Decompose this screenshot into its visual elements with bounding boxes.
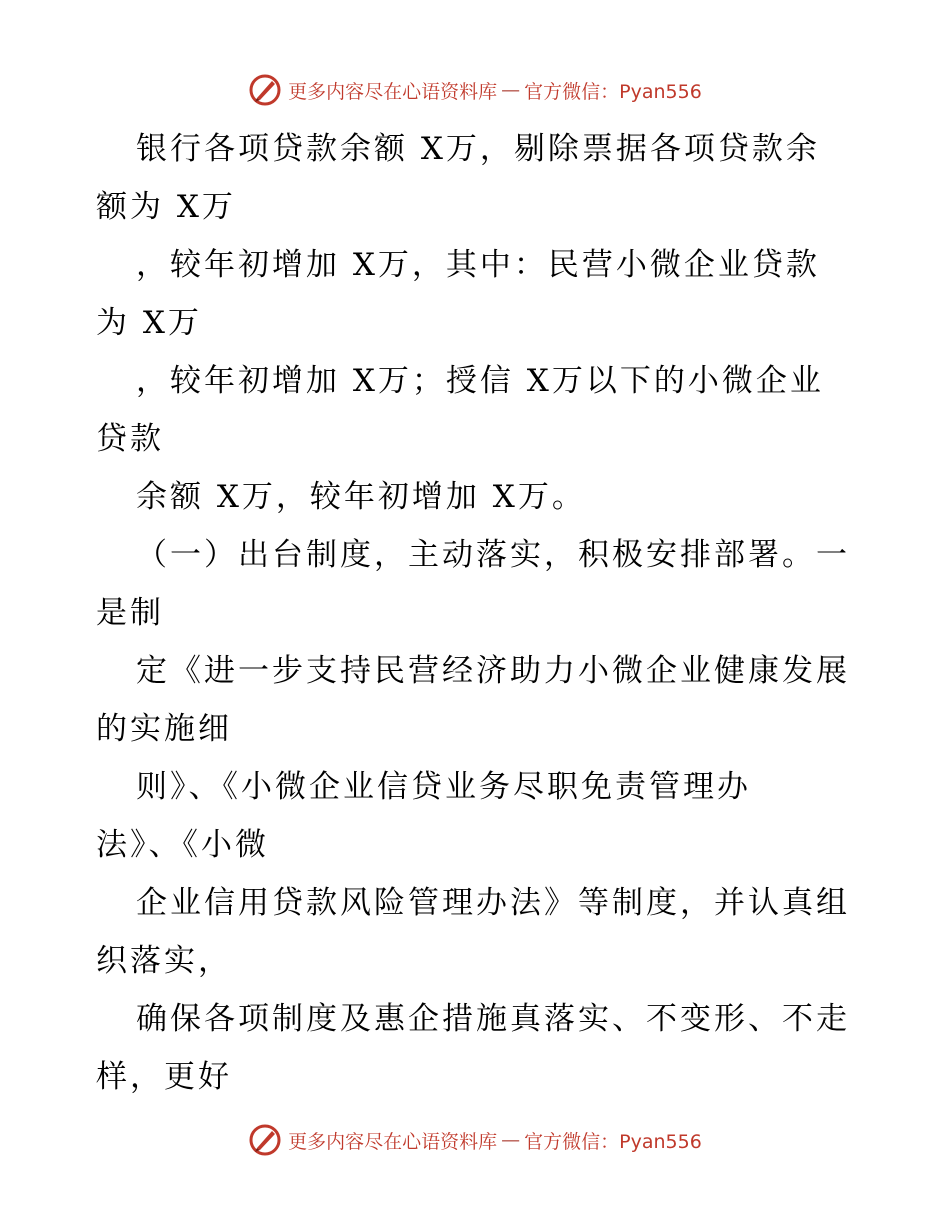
banner-main-text: 更多内容尽在心语资料库 <box>288 1130 498 1153</box>
banner-wechat-text: 官方微信：Pyan556 <box>524 1130 702 1153</box>
text-line: 则》、《小微企业信贷业务尽职免责管理办 <box>136 769 751 805</box>
text-line: 银行各项贷款余额 X万，剔除票据各项贷款余 <box>136 131 820 167</box>
banner-main-text: 更多内容尽在心语资料库 <box>288 80 498 103</box>
banner-separator: — <box>501 1129 521 1151</box>
text-line: 法》、《小微 <box>96 827 269 863</box>
footer-watermark-banner <box>0 1120 950 1160</box>
banner-separator: — <box>501 79 521 101</box>
text-line: 的实施细 <box>96 711 232 747</box>
quill-logo-icon <box>248 73 282 107</box>
quill-logo-icon <box>248 1123 282 1157</box>
header-watermark-banner <box>0 70 950 110</box>
text-line: 额为 X万 <box>96 189 236 225</box>
banner-wechat-text: 官方微信：Pyan556 <box>524 80 702 103</box>
text-line: 确保各项制度及惠企措施真落实、不变形、不走 <box>136 1001 850 1037</box>
text-line: 是制 <box>96 595 164 631</box>
text-line: 企业信用贷款风险管理办法》等制度，并认真组 <box>136 885 850 921</box>
text-line: （一）出台制度，主动落实，积极安排部署。一 <box>136 537 850 573</box>
document-body <box>96 120 866 1106</box>
text-line: 为 X万 <box>96 305 202 341</box>
text-line: 织落实， <box>96 943 232 979</box>
text-line: ，较年初增加 X万；授信 X万以下的小微企业 <box>136 363 824 399</box>
text-line: 余额 X万，较年初增加 X万。 <box>136 479 586 515</box>
text-line: ，较年初增加 X万，其中：民营小微企业贷款 <box>136 247 820 283</box>
text-line: 定《进一步支持民营经济助力小微企业健康发展 <box>136 653 850 689</box>
text-line: 贷款 <box>96 421 164 457</box>
text-line: 样，更好 <box>96 1059 232 1095</box>
